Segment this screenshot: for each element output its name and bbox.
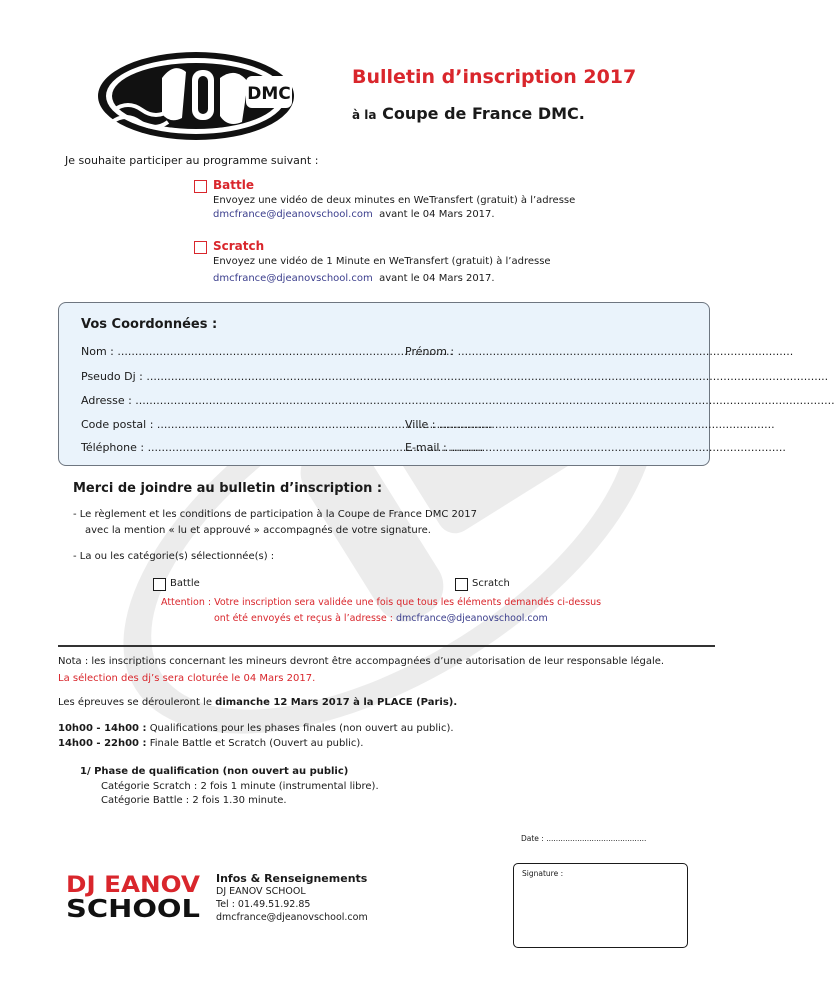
attention-prefix: ont été envoyés et reçus à l’adresse : [214,613,393,624]
subtitle-prefix: à la [352,108,377,122]
merci-line2: avec la mention « lu et approuvé » accompagnés de votre signature. [85,525,431,536]
schedule-1 [58,723,454,734]
merci-line1: - Le règlement et les conditions de participation à la Coupe de France DMC 2017 [73,509,477,520]
nota-line1: Nota : les inscriptions concernant les mineurs devront être accompagnées d’une autorisation de leur responsable légale. [58,656,665,667]
logo-text: DMC [247,84,291,104]
school-logo-line1: DJ EANOV [66,873,200,898]
epreuves-prefix: Les épreuves se dérouleront le [58,697,212,708]
battle-email[interactable]: dmcfrance@djeanovschool.com [213,209,373,220]
schedule-1-text: Qualifications pour les phases finales (non ouvert au public). [149,723,454,734]
signature-box[interactable] [513,863,688,948]
phase-battle: Catégorie Battle : 2 fois 1.30 minute. [101,795,287,806]
epreuves-line [58,697,457,708]
battle-checkbox[interactable] [194,180,207,193]
scratch-label: Scratch [213,239,265,253]
phase-scratch: Catégorie Scratch : 2 fois 1 minute (instrumental libre). [101,781,379,792]
merci-title: Merci de joindre au bulletin d’inscription : [73,481,383,496]
opt-battle-checkbox[interactable] [153,578,166,591]
scratch-desc: Envoyez une vidéo de 1 Minute en WeTransfert (gratuit) à l’adresse [213,256,551,267]
schedule-2-time: 14h00 - 22h00 : [58,738,147,749]
nota-line2: La sélection des dj’s sera cloturée le 04 Mars 2017. [58,673,316,684]
date-field[interactable]: Date : .......................................... [521,834,647,843]
ville-field[interactable]: Ville : ................................................................................................ [405,418,775,431]
page-title: Bulletin d’inscription 2017 [352,66,637,88]
divider [58,645,715,647]
opt-battle-label: Battle [170,578,200,589]
adresse-field[interactable]: Adresse : ........................................................................................................................................................................................................ [81,394,835,407]
attention-line2 [214,613,548,624]
subtitle-main: Coupe de France DMC. [382,104,585,123]
merci-line3: - La ou les catégorie(s) sélectionnée(s) : [73,551,275,562]
battle-label: Battle [213,178,254,192]
opt-scratch-checkbox[interactable] [455,578,468,591]
scratch-checkbox[interactable] [194,241,207,254]
scratch-deadline: avant le 04 Mars 2017. [379,273,495,284]
telephone-field[interactable]: Téléphone : ................................................................................................ [81,441,484,454]
dmc-logo [96,50,296,142]
info-tel: Tel : 01.49.51.92.85 [216,899,311,910]
djeanov-school-logo [64,871,204,923]
epreuves-date: dimanche 12 Mars 2017 à la PLACE (Paris). [215,697,458,708]
code-postal-field[interactable]: Code postal : ................................................................................................ [81,418,493,431]
pseudo-field[interactable]: Pseudo Dj : ................................................................................................................................................................................................... [81,370,829,383]
signature-label: Signature : [522,869,564,878]
prenom-field[interactable]: Prénom : ................................................................................................ [405,345,794,358]
nom-field[interactable]: Nom : ................................................................................................ [81,345,454,358]
battle-email-line [213,209,495,220]
info-email[interactable]: dmcfrance@djeanovschool.com [216,912,368,923]
battle-desc: Envoyez une vidéo de deux minutes en WeTransfert (gratuit) à l’adresse [213,195,576,206]
coordonnees-panel [58,302,835,466]
schedule-1-time: 10h00 - 14h00 : [58,723,147,734]
school-logo-line2: SCHOOL [66,894,201,923]
attention-email[interactable]: dmcfrance@djeanovschool.com [395,613,548,624]
page-subtitle [352,104,585,123]
email-field[interactable]: E-mail : ................................................................................................ [405,441,786,454]
phase-title: 1/ Phase de qualification (non ouvert au public) [80,766,349,777]
info-title: Infos & Renseignements [216,872,368,885]
schedule-2-text: Finale Battle et Scratch (Ouvert au public). [149,738,364,749]
scratch-email[interactable]: dmcfrance@djeanovschool.com [213,273,373,284]
info-name: DJ EANOV SCHOOL [216,886,306,897]
opt-scratch-label: Scratch [472,578,510,589]
schedule-2 [58,738,363,749]
coordonnees-title: Vos Coordonnées : [81,317,218,332]
attention-line1: Attention : Votre inscription sera validée une fois que tous les éléments demandés ci-dessus [161,597,602,608]
program-intro: Je souhaite participer au programme suivant : [65,154,319,167]
scratch-email-line [213,273,495,284]
battle-deadline: avant le 04 Mars 2017. [379,209,495,220]
